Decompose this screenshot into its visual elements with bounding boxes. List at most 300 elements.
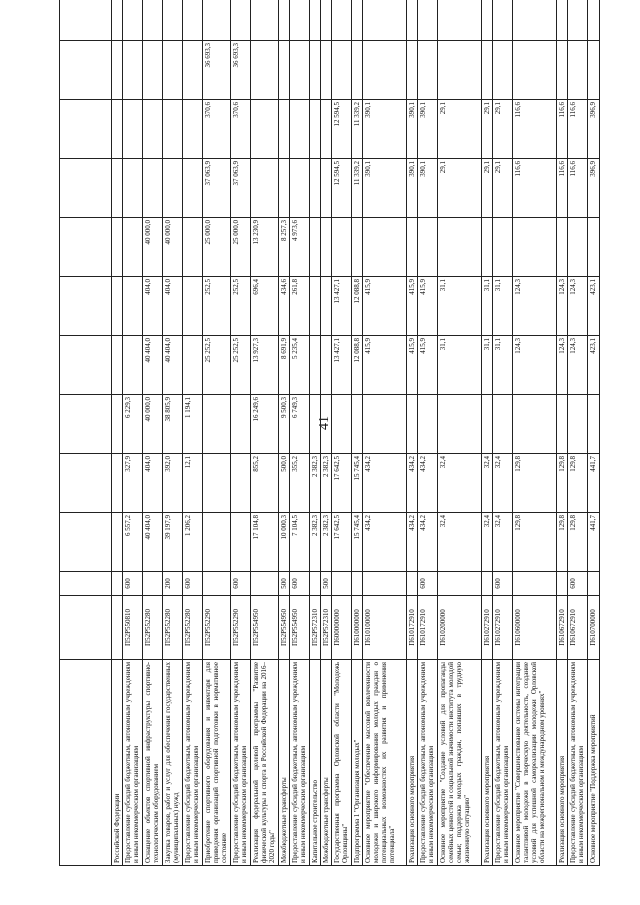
row-value — [163, 41, 183, 100]
row-value: 415,9 — [407, 336, 418, 395]
row-value — [163, 0, 183, 41]
table-row — [363, 0, 407, 866]
table-row — [183, 0, 203, 866]
row-value — [251, 100, 279, 159]
row-value — [163, 100, 183, 159]
table-row — [60, 0, 112, 866]
row-value: 116,6 — [557, 159, 568, 218]
row-expense-type — [60, 572, 112, 596]
row-value: 29,1 — [438, 159, 482, 218]
row-value: 434,2 — [418, 513, 438, 572]
row-value — [310, 277, 321, 336]
row-value: 31,1 — [482, 336, 493, 395]
row-expense-type — [112, 572, 123, 596]
row-value — [143, 0, 163, 41]
table-row — [290, 0, 310, 866]
row-value — [310, 395, 321, 454]
row-expense-type — [332, 572, 352, 596]
row-value: 31,1 — [493, 277, 513, 336]
row-code: П52Р554950 — [279, 596, 290, 660]
row-value — [60, 159, 112, 218]
row-value: 32,4 — [493, 454, 513, 513]
row-value — [588, 0, 600, 41]
row-value: 5 235,4 — [290, 336, 310, 395]
row-expense-type — [363, 572, 407, 596]
row-value: 116,6 — [513, 159, 557, 218]
row-value — [231, 0, 251, 41]
row-name: Реализация основного мероприятия — [407, 660, 418, 866]
row-value — [513, 395, 557, 454]
row-value — [279, 0, 290, 41]
row-value — [568, 41, 588, 100]
row-value: 32,4 — [438, 513, 482, 572]
row-name: Основное мероприятие "Создание условий для пропаганды семейных ценностей и социальной значимости института молодой семьи; поддержка молодых граждан, попавших в трудную жизненную ситуацию" — [438, 660, 482, 866]
row-value — [557, 218, 568, 277]
row-value: 2 382,3 — [310, 454, 321, 513]
row-expense-type: 500 — [321, 572, 332, 596]
row-value — [231, 454, 251, 513]
row-value — [321, 395, 332, 454]
row-value: 415,9 — [407, 277, 418, 336]
row-value — [183, 159, 203, 218]
row-name: Предоставление субсидий бюджетным, автономным учреждениям и иным некоммерческим организациям — [231, 660, 251, 866]
table-row — [418, 0, 438, 866]
row-value: 441,7 — [588, 513, 600, 572]
row-value: 4 973,6 — [290, 218, 310, 277]
row-code: П600000000 — [332, 596, 352, 660]
row-value: 1 206,2 — [183, 513, 203, 572]
row-value: 12 594,5 — [332, 159, 352, 218]
table-row — [143, 0, 163, 866]
row-value: 40 000,0 — [143, 395, 163, 454]
row-value: 36 693,3 — [203, 41, 231, 100]
table-row — [279, 0, 290, 866]
row-value — [482, 41, 493, 100]
row-code: П610272910 — [482, 596, 493, 660]
row-value: 124,3 — [568, 336, 588, 395]
row-value: 434,6 — [279, 277, 290, 336]
row-value — [321, 159, 332, 218]
row-name — [60, 660, 112, 866]
row-code: П52Р552290 — [231, 596, 251, 660]
row-value — [183, 100, 203, 159]
page-number: 41 — [317, 416, 332, 430]
row-value — [203, 0, 231, 41]
table-row — [493, 0, 513, 866]
row-name: Межбюджетные трансферты — [321, 660, 332, 866]
row-value — [279, 159, 290, 218]
row-value — [310, 100, 321, 159]
row-value: 390,1 — [418, 100, 438, 159]
row-value: 7 104,5 — [290, 513, 310, 572]
row-value: 434,2 — [407, 513, 418, 572]
row-name: Государственная программа Орловской области "Молодежь Орловщины" — [332, 660, 352, 866]
table-row — [482, 0, 493, 866]
row-value — [418, 218, 438, 277]
row-expense-type — [352, 572, 363, 596]
row-value — [418, 0, 438, 41]
row-value — [482, 0, 493, 41]
row-expense-type: 600 — [231, 572, 251, 596]
row-value: 404,0 — [143, 454, 163, 513]
row-expense-type: 600 — [418, 572, 438, 596]
row-value: 423,1 — [588, 336, 600, 395]
row-name: Реализация федеральной целевой программы "Развитие физической культуры и спорта в Российской Федерации на 2016–2020 годы" — [251, 660, 279, 866]
row-value: 13 927,3 — [251, 336, 279, 395]
row-value — [418, 41, 438, 100]
row-value: 38 805,9 — [163, 395, 183, 454]
row-value: 13 427,1 — [332, 336, 352, 395]
row-value: 129,8 — [557, 513, 568, 572]
row-value — [407, 0, 418, 41]
row-value — [290, 0, 310, 41]
row-value — [183, 0, 203, 41]
row-expense-type: 600 — [290, 572, 310, 596]
row-expense-type — [513, 572, 557, 596]
row-name: Предоставление субсидий бюджетным, автономным учреждениям и иным некоммерческим организациям — [290, 660, 310, 866]
row-value — [123, 100, 143, 159]
row-value: 12,1 — [183, 454, 203, 513]
row-code: П52Р572310 — [310, 596, 321, 660]
row-value — [493, 0, 513, 41]
row-value: 116,6 — [568, 100, 588, 159]
row-code: П610672910 — [557, 596, 568, 660]
row-value: 252,5 — [231, 277, 251, 336]
row-value: 129,8 — [557, 454, 568, 513]
row-value — [482, 218, 493, 277]
row-value — [143, 159, 163, 218]
row-value: 25 252,5 — [231, 336, 251, 395]
row-name: Предоставление субсидий бюджетным, автономным учреждениям и иным некоммерческим организациям — [493, 660, 513, 866]
row-code: П52Р552290 — [203, 596, 231, 660]
row-value — [363, 0, 407, 41]
row-expense-type: 600 — [183, 572, 203, 596]
row-value: 15 745,4 — [352, 454, 363, 513]
row-value — [112, 513, 123, 572]
row-value — [60, 513, 112, 572]
row-value: 9 500,3 — [279, 395, 290, 454]
row-expense-type: 600 — [123, 572, 143, 596]
row-value: 129,8 — [513, 454, 557, 513]
row-value: 261,8 — [290, 277, 310, 336]
row-value: 10 000,3 — [279, 513, 290, 572]
row-value: 423,1 — [588, 277, 600, 336]
table-row — [568, 0, 588, 866]
row-value — [310, 218, 321, 277]
row-value: 29,1 — [493, 100, 513, 159]
row-value: 40 000,0 — [143, 218, 163, 277]
row-value: 40 404,0 — [163, 336, 183, 395]
table-row — [557, 0, 568, 866]
row-value — [60, 277, 112, 336]
row-value — [352, 41, 363, 100]
row-value: 15 745,4 — [352, 513, 363, 572]
row-value: 11 339,2 — [352, 159, 363, 218]
row-value: 696,4 — [251, 277, 279, 336]
row-value: 17 642,5 — [332, 454, 352, 513]
row-value: 500,0 — [279, 454, 290, 513]
row-value — [493, 395, 513, 454]
row-value: 31,1 — [438, 336, 482, 395]
table-row — [310, 0, 321, 866]
row-code: П610172910 — [418, 596, 438, 660]
row-value: 355,2 — [290, 454, 310, 513]
row-value: 390,1 — [407, 159, 418, 218]
row-value: 390,1 — [418, 159, 438, 218]
row-value: 2 382,3 — [321, 454, 332, 513]
row-value — [363, 218, 407, 277]
row-value: 8 257,3 — [279, 218, 290, 277]
row-value — [557, 41, 568, 100]
row-value — [123, 0, 143, 41]
row-value — [60, 218, 112, 277]
row-value: 390,1 — [363, 100, 407, 159]
row-value — [418, 395, 438, 454]
row-value: 31,1 — [493, 336, 513, 395]
row-value: 116,6 — [568, 159, 588, 218]
row-value: 124,3 — [513, 277, 557, 336]
row-code: П610672910 — [568, 596, 588, 660]
row-value: 32,4 — [493, 513, 513, 572]
row-code: П610172910 — [407, 596, 418, 660]
row-expense-type — [557, 572, 568, 596]
row-value — [513, 0, 557, 41]
row-expense-type — [407, 572, 418, 596]
row-name: Предоставление субсидий бюджетным, автономным учреждениям и иным некоммерческим организациям — [183, 660, 203, 866]
row-value: 327,9 — [123, 454, 143, 513]
row-value — [60, 395, 112, 454]
row-value — [112, 41, 123, 100]
row-value: 252,5 — [203, 277, 231, 336]
table-row — [203, 0, 231, 866]
row-value — [407, 395, 418, 454]
row-value: 12 088,8 — [352, 336, 363, 395]
table-row — [123, 0, 143, 866]
row-value: 1 194,1 — [183, 395, 203, 454]
row-value — [123, 41, 143, 100]
row-value — [352, 0, 363, 41]
row-value: 116,6 — [557, 100, 568, 159]
row-expense-type — [251, 572, 279, 596]
row-value: 32,4 — [482, 513, 493, 572]
row-value — [588, 395, 600, 454]
row-value — [203, 513, 231, 572]
row-name: Реализация основного мероприятия — [557, 660, 568, 866]
row-code: П610272910 — [493, 596, 513, 660]
row-value — [279, 41, 290, 100]
row-value: 6 229,3 — [123, 395, 143, 454]
row-value — [588, 218, 600, 277]
row-value: 31,1 — [438, 277, 482, 336]
row-name: Приобретение спортивного оборудования и инвентаря для приведения организаций спортивной подготовки в нормативное состояние — [203, 660, 231, 866]
row-value: 12 088,8 — [352, 277, 363, 336]
row-value: 11 339,2 — [352, 100, 363, 159]
row-value: 124,3 — [513, 336, 557, 395]
row-value: 16 249,6 — [251, 395, 279, 454]
row-value: 390,1 — [363, 159, 407, 218]
row-expense-type — [588, 572, 600, 596]
row-value — [310, 336, 321, 395]
row-value — [251, 159, 279, 218]
row-value — [112, 100, 123, 159]
row-value: 32,4 — [482, 454, 493, 513]
row-value — [568, 0, 588, 41]
row-value: 13 230,9 — [251, 218, 279, 277]
row-value: 17 642,5 — [332, 513, 352, 572]
row-code: П52Р552280 — [143, 596, 163, 660]
row-value — [332, 0, 352, 41]
row-code: П52Р572310 — [321, 596, 332, 660]
row-value: 129,8 — [513, 513, 557, 572]
row-value — [321, 336, 332, 395]
row-value: 124,3 — [557, 336, 568, 395]
row-value: 39 197,9 — [163, 513, 183, 572]
row-code: П610000000 — [352, 596, 363, 660]
row-value — [568, 395, 588, 454]
table-row — [588, 0, 600, 866]
row-code: П610200000 — [438, 596, 482, 660]
row-code: П52Р554950 — [290, 596, 310, 660]
row-value — [332, 395, 352, 454]
row-value — [251, 0, 279, 41]
row-value — [183, 277, 203, 336]
row-value: 415,9 — [363, 277, 407, 336]
row-value — [112, 159, 123, 218]
row-code: П52Р552280 — [163, 596, 183, 660]
row-value — [290, 100, 310, 159]
row-value — [123, 218, 143, 277]
row-value: 29,1 — [493, 159, 513, 218]
row-value: 29,1 — [482, 159, 493, 218]
row-expense-type: 200 — [163, 572, 183, 596]
row-code — [60, 596, 112, 660]
row-expense-type: 600 — [493, 572, 513, 596]
row-code: П610100000 — [363, 596, 407, 660]
row-value: 40 404,0 — [143, 513, 163, 572]
row-value — [513, 218, 557, 277]
row-value — [183, 41, 203, 100]
row-value: 370,6 — [203, 100, 231, 159]
row-name: Основное мероприятие "Совершенствование системы интеграции талантливой молодежи в творческую деятельность, создание условий для успешной самореализации молодежи Орловской области на межрегиональном и международном уровнях" — [513, 660, 557, 866]
row-value: 40 404,0 — [143, 336, 163, 395]
row-value: 6 557,2 — [123, 513, 143, 572]
table-row — [332, 0, 352, 866]
row-value — [493, 218, 513, 277]
row-value — [60, 41, 112, 100]
row-value — [568, 218, 588, 277]
row-value — [482, 395, 493, 454]
row-code: П610600000 — [513, 596, 557, 660]
row-value — [321, 100, 332, 159]
row-value — [438, 395, 482, 454]
table-body — [60, 0, 600, 866]
row-value — [321, 41, 332, 100]
row-value — [513, 41, 557, 100]
row-name: Межбюджетные трансферты — [279, 660, 290, 866]
row-value: 415,9 — [418, 336, 438, 395]
row-code: П52Р554950 — [251, 596, 279, 660]
row-value — [112, 454, 123, 513]
row-value: 124,3 — [568, 277, 588, 336]
row-value — [290, 159, 310, 218]
row-value: 434,2 — [407, 454, 418, 513]
row-value — [143, 41, 163, 100]
row-value: 17 104,8 — [251, 513, 279, 572]
row-value — [352, 218, 363, 277]
rotated-page-content — [59, 42, 597, 866]
row-value — [143, 100, 163, 159]
row-value — [163, 159, 183, 218]
row-value — [123, 336, 143, 395]
row-value: 2 382,3 — [321, 513, 332, 572]
row-value — [112, 0, 123, 41]
row-value — [321, 0, 332, 41]
row-name: Основное мероприятие "Поддержка мероприятий — [588, 660, 600, 866]
row-value — [557, 0, 568, 41]
row-value — [332, 218, 352, 277]
row-value — [557, 395, 568, 454]
row-value: 392,0 — [163, 454, 183, 513]
row-name: Капитальное строительство — [310, 660, 321, 866]
row-value: 396,9 — [588, 100, 600, 159]
row-value: 29,1 — [482, 100, 493, 159]
row-value — [407, 218, 418, 277]
row-value: 434,2 — [363, 454, 407, 513]
row-value: 404,0 — [143, 277, 163, 336]
row-value — [203, 454, 231, 513]
row-code: П52Р550810 — [123, 596, 143, 660]
row-value — [310, 159, 321, 218]
row-value: 2 382,3 — [310, 513, 321, 572]
row-value — [438, 41, 482, 100]
row-value — [112, 336, 123, 395]
row-name: Российской Федерации — [112, 660, 123, 866]
row-value: 31,1 — [482, 277, 493, 336]
row-value — [231, 395, 251, 454]
row-value: 13 427,1 — [332, 277, 352, 336]
row-value: 32,4 — [438, 454, 482, 513]
row-name: Подпрограмма 1 "Организация молодых" — [352, 660, 363, 866]
row-name: Предоставление субсидий бюджетным, автономным учреждениям и иным некоммерческим организациям — [418, 660, 438, 866]
row-name: Закупка товаров, работ и услуг для обеспечения государственных (муниципальных) нужд — [163, 660, 183, 866]
row-expense-type: 600 — [568, 572, 588, 596]
row-expense-type — [143, 572, 163, 596]
row-name: Предоставление субсидий бюджетным, автономным учреждениям и иным некоммерческим организациям — [123, 660, 143, 866]
row-value — [407, 41, 418, 100]
row-value: 434,2 — [418, 454, 438, 513]
row-value — [352, 395, 363, 454]
row-value — [493, 41, 513, 100]
row-value — [251, 41, 279, 100]
row-value — [60, 100, 112, 159]
budget-table — [59, 0, 600, 866]
row-value: 37 063,9 — [203, 159, 231, 218]
budget-table-region — [59, 42, 597, 866]
row-value: 370,6 — [231, 100, 251, 159]
table-row — [352, 0, 363, 866]
row-value: 37 063,9 — [231, 159, 251, 218]
row-value — [60, 454, 112, 513]
row-value — [112, 277, 123, 336]
row-value: 129,8 — [568, 454, 588, 513]
row-value: 415,9 — [418, 277, 438, 336]
table-row — [112, 0, 123, 866]
row-value: 116,6 — [513, 100, 557, 159]
row-value — [310, 0, 321, 41]
row-value — [438, 218, 482, 277]
row-value — [321, 277, 332, 336]
row-value: 855,2 — [251, 454, 279, 513]
